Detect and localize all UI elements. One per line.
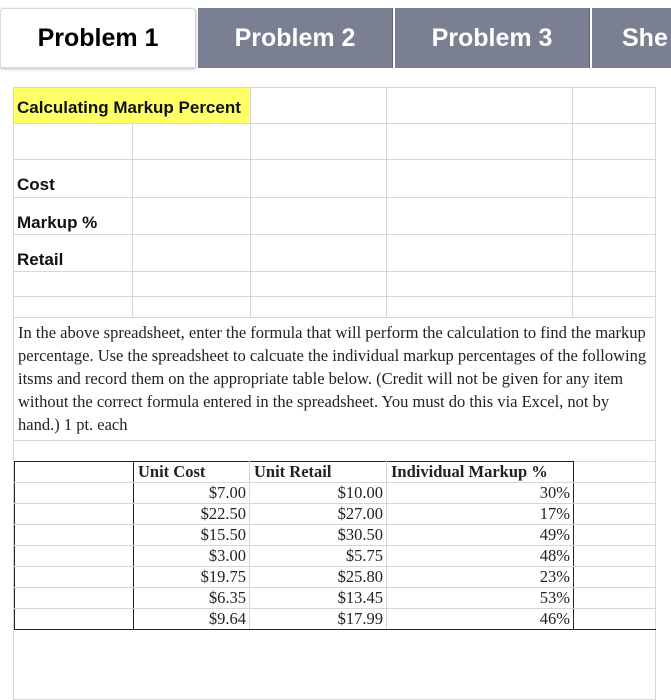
table-cell[interactable] xyxy=(15,609,134,630)
markup-cell[interactable]: 30% xyxy=(387,483,574,504)
table-cell[interactable] xyxy=(574,567,656,588)
table-cell[interactable] xyxy=(574,525,656,546)
grid-line xyxy=(13,234,656,235)
table-cell[interactable] xyxy=(15,462,134,483)
grid-line xyxy=(13,296,656,297)
tab-problem-1[interactable]: Problem 1 xyxy=(0,8,196,68)
unit-retail-cell[interactable]: $5.75 xyxy=(250,546,387,567)
header-unit-retail[interactable]: Unit Retail xyxy=(250,462,387,483)
table-row xyxy=(15,525,656,546)
table-cell[interactable] xyxy=(15,567,134,588)
markup-cell[interactable]: 17% xyxy=(387,504,574,525)
table-row xyxy=(15,609,656,630)
markup-cell[interactable]: 46% xyxy=(387,609,574,630)
spreadsheet xyxy=(0,74,671,700)
unit-cost-cell[interactable]: $7.00 xyxy=(134,483,250,504)
header-individual-markup[interactable]: Individual Markup % xyxy=(387,462,574,483)
markup-cell[interactable]: 53% xyxy=(387,588,574,609)
table-cell[interactable] xyxy=(15,504,134,525)
tab-problem-2[interactable]: Problem 2 xyxy=(198,8,393,68)
grid-line xyxy=(13,197,656,198)
table-row xyxy=(15,588,656,609)
grid-line xyxy=(386,87,387,317)
markup-cell[interactable]: 48% xyxy=(387,546,574,567)
unit-cost-cell[interactable]: $3.00 xyxy=(134,546,250,567)
instructions-cell[interactable] xyxy=(14,317,654,440)
table-cell[interactable] xyxy=(15,483,134,504)
grid-line xyxy=(250,87,251,317)
label-retail[interactable]: Retail xyxy=(17,250,64,269)
table-cell[interactable] xyxy=(15,525,134,546)
unit-retail-cell[interactable]: $25.80 xyxy=(250,567,387,588)
instructions-text: In the above spreadsheet, enter the formula that will perform the calculation to find the markup percentage. Use the spreadsheet to calcuate the individual markup percentages of the following itsms and record them on the appropriate table below. (Credit will not be given for any item without the correct formula entered in the spreadsheet. You must do this via Excel, not by hand.) 1 pt. each xyxy=(18,323,647,434)
label-markup-percent[interactable]: Markup % xyxy=(17,213,98,232)
table-cell[interactable] xyxy=(574,609,656,630)
table-cell[interactable] xyxy=(574,504,656,525)
table-cell[interactable] xyxy=(574,462,656,483)
unit-retail-cell[interactable]: $10.00 xyxy=(250,483,387,504)
table-cell[interactable] xyxy=(574,483,656,504)
table-row xyxy=(15,546,656,567)
label-cost[interactable]: Cost xyxy=(17,175,55,194)
grid-line xyxy=(13,159,656,160)
table-cell[interactable] xyxy=(15,588,134,609)
grid-line xyxy=(572,87,573,317)
table-cell[interactable] xyxy=(574,588,656,609)
header-unit-cost[interactable]: Unit Cost xyxy=(134,462,250,483)
unit-retail-cell[interactable]: $30.50 xyxy=(250,525,387,546)
unit-cost-cell[interactable]: $6.35 xyxy=(134,588,250,609)
tab-problem-3[interactable]: Problem 3 xyxy=(395,8,590,68)
tab-sheet-4[interactable]: She xyxy=(592,8,671,68)
unit-retail-cell[interactable]: $17.99 xyxy=(250,609,387,630)
grid-line xyxy=(13,123,656,124)
table-row xyxy=(15,483,656,504)
sheet-tab-bar xyxy=(0,0,671,74)
table-row xyxy=(15,504,656,525)
unit-retail-cell[interactable]: $13.45 xyxy=(250,588,387,609)
markup-cell[interactable]: 23% xyxy=(387,567,574,588)
sheet-title: Calculating Markup Percent xyxy=(17,98,241,117)
table-cell[interactable] xyxy=(574,546,656,567)
markup-cell[interactable]: 49% xyxy=(387,525,574,546)
unit-cost-cell[interactable]: $15.50 xyxy=(134,525,250,546)
unit-cost-cell[interactable]: $9.64 xyxy=(134,609,250,630)
table-cell[interactable] xyxy=(15,546,134,567)
unit-cost-cell[interactable]: $22.50 xyxy=(134,504,250,525)
unit-cost-cell[interactable]: $19.75 xyxy=(134,567,250,588)
table-header-row xyxy=(15,462,656,483)
grid-line xyxy=(13,271,656,272)
unit-retail-cell[interactable]: $27.00 xyxy=(250,504,387,525)
markup-table xyxy=(14,461,656,630)
grid-line xyxy=(13,440,656,441)
table-row xyxy=(15,567,656,588)
